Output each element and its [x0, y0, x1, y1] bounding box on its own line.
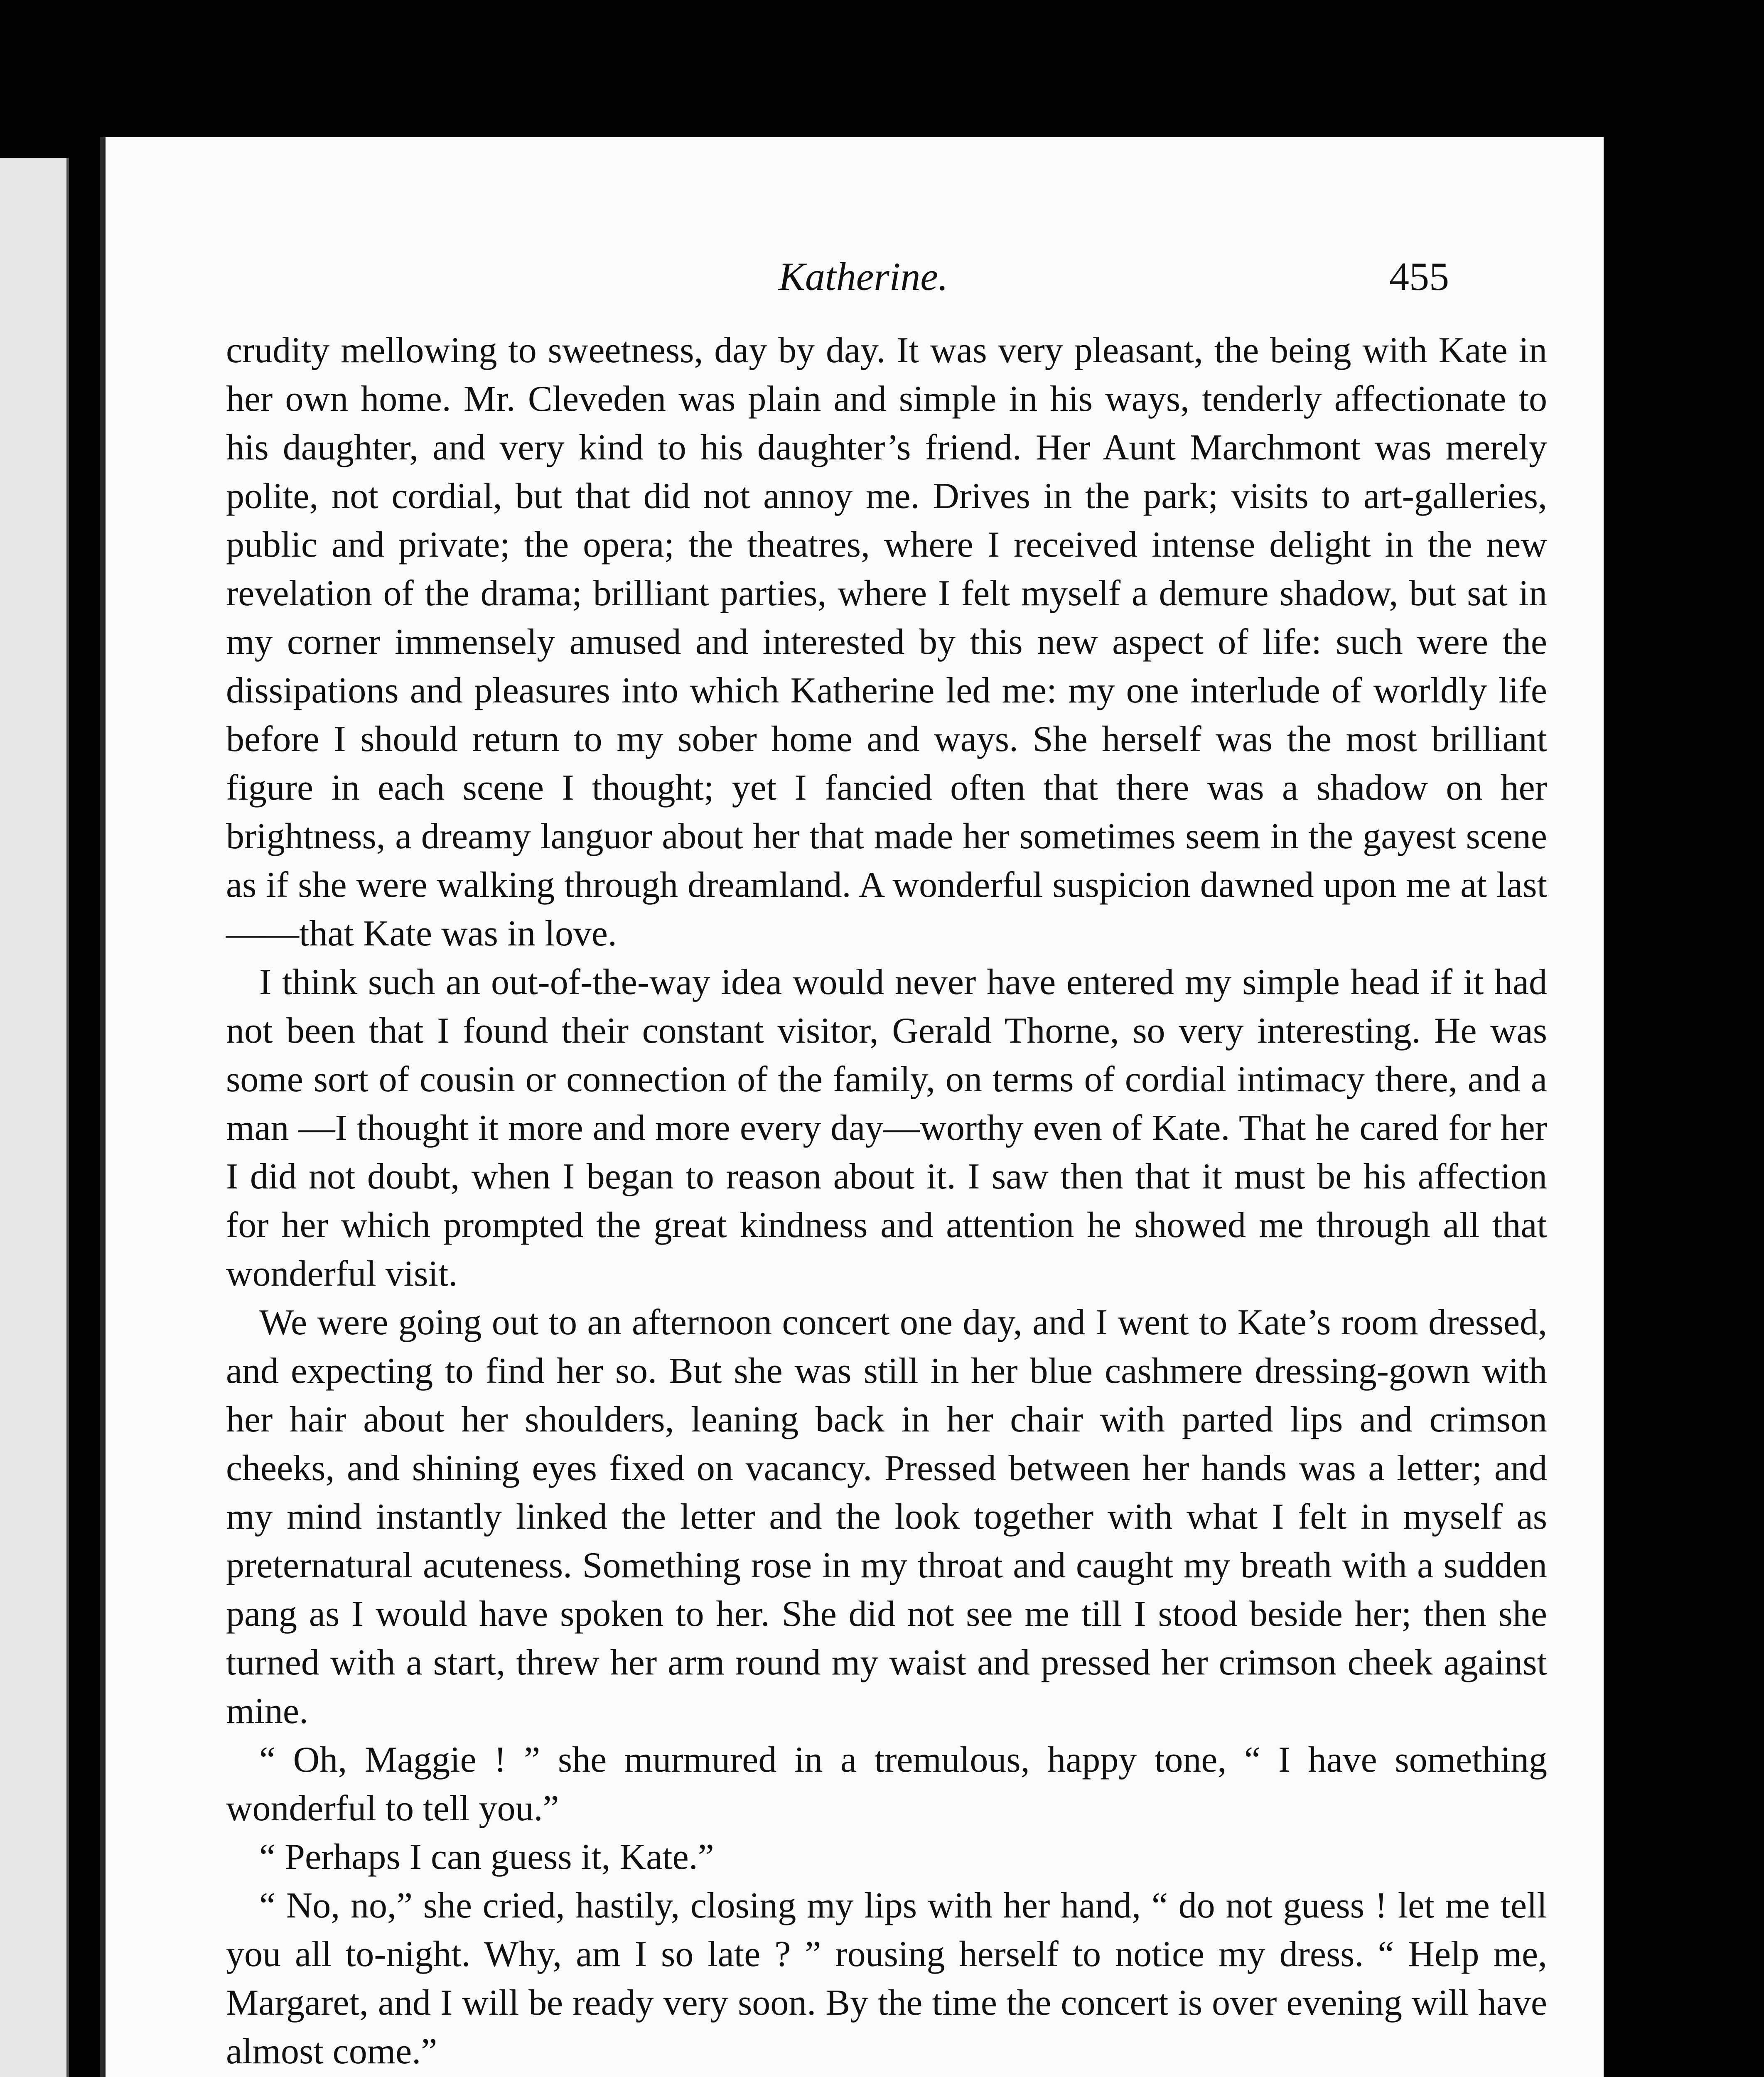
- paragraph: I think such an out-of-the-way idea would never have entered my simple head if it had not been that I found their constant visitor, Gerald Thorne, so very interesting. He was some sort of cousin or connection of the family, on terms of cordial intimacy there, and a man —I thought it more and more every day—worthy even of Kate. That he cared for her I did not doubt, when I began to reason about it. I saw then that it must be his affection for her which prompted the great kindness and attention he showed me through all that wonderful visit.: [226, 962, 1547, 1294]
- body-text: [226, 326, 1547, 2077]
- page-number: 455: [1389, 254, 1449, 299]
- running-title: Katherine.: [779, 254, 948, 299]
- book-page: [100, 137, 1604, 2077]
- paragraph-dialogue: “ Oh, Maggie ! ” she murmured in a tremulous, happy tone, “ I have something wonderful to tell you.”: [226, 1740, 1547, 1829]
- facing-page-edge: [0, 158, 69, 2077]
- paragraph-dialogue: “ No, no,” she cried, hastily, closing my lips with her hand, “ do not guess ! let me tell you all to-night. Why, am I so late ? ” rousing herself to notice my dress. “ Help me, Margaret, and I will be ready very soon. By the time the concert is over evening will have almost come.”: [226, 1886, 1547, 2072]
- running-head: [106, 253, 1604, 303]
- paragraph-continuation: crudity mellowing to sweetness, day by day. It was very pleasant, the being with Kate in her own home. Mr. Cleveden was plain and simple in his ways, tenderly affectionate to his daughter, and very kind to his daughter’s friend. Her Aunt Marchmont was merely polite, not cordial, but that did not annoy me. Drives in the park; visits to art-galleries, public and private; the opera; the theatres, where I received intense delight in the new revelation of the drama; brilliant parties, where I felt myself a demure shadow, but sat in my corner immensely amused and interested by this new aspect of life: such were the dissipations and pleasures into which Katherine led me: my one interlude of worldly life before I should return to my sober home and ways. She herself was the most brilliant figure in each scene I thought; yet I fancied often that there was a shadow on her brightness, a dreamy languor about her that made her sometimes seem in the gayest scene as if she were walking through dreamland. A wonderful suspicion dawned upon me at last——that Kate was in love.: [226, 330, 1547, 954]
- paragraph: We were going out to an afternoon concert one day, and I went to Kate’s room dressed, and expecting to find her so. But she was still in her blue cashmere dressing-gown with her hair about her shoulders, leaning back in her chair with parted lips and crimson cheeks, and shining eyes fixed on vacancy. Pressed between her hands was a letter; and my mind instantly linked the letter and the look together with what I felt in myself as preternatural acuteness. Something rose in my throat and caught my breath with a sudden pang as I would have spoken to her. She did not see me till I stood beside her; then she turned with a start, threw her arm round my waist and pressed her crimson cheek against mine.: [226, 1302, 1547, 1731]
- paragraph-dialogue: “ Perhaps I can guess it, Kate.”: [259, 1837, 714, 1877]
